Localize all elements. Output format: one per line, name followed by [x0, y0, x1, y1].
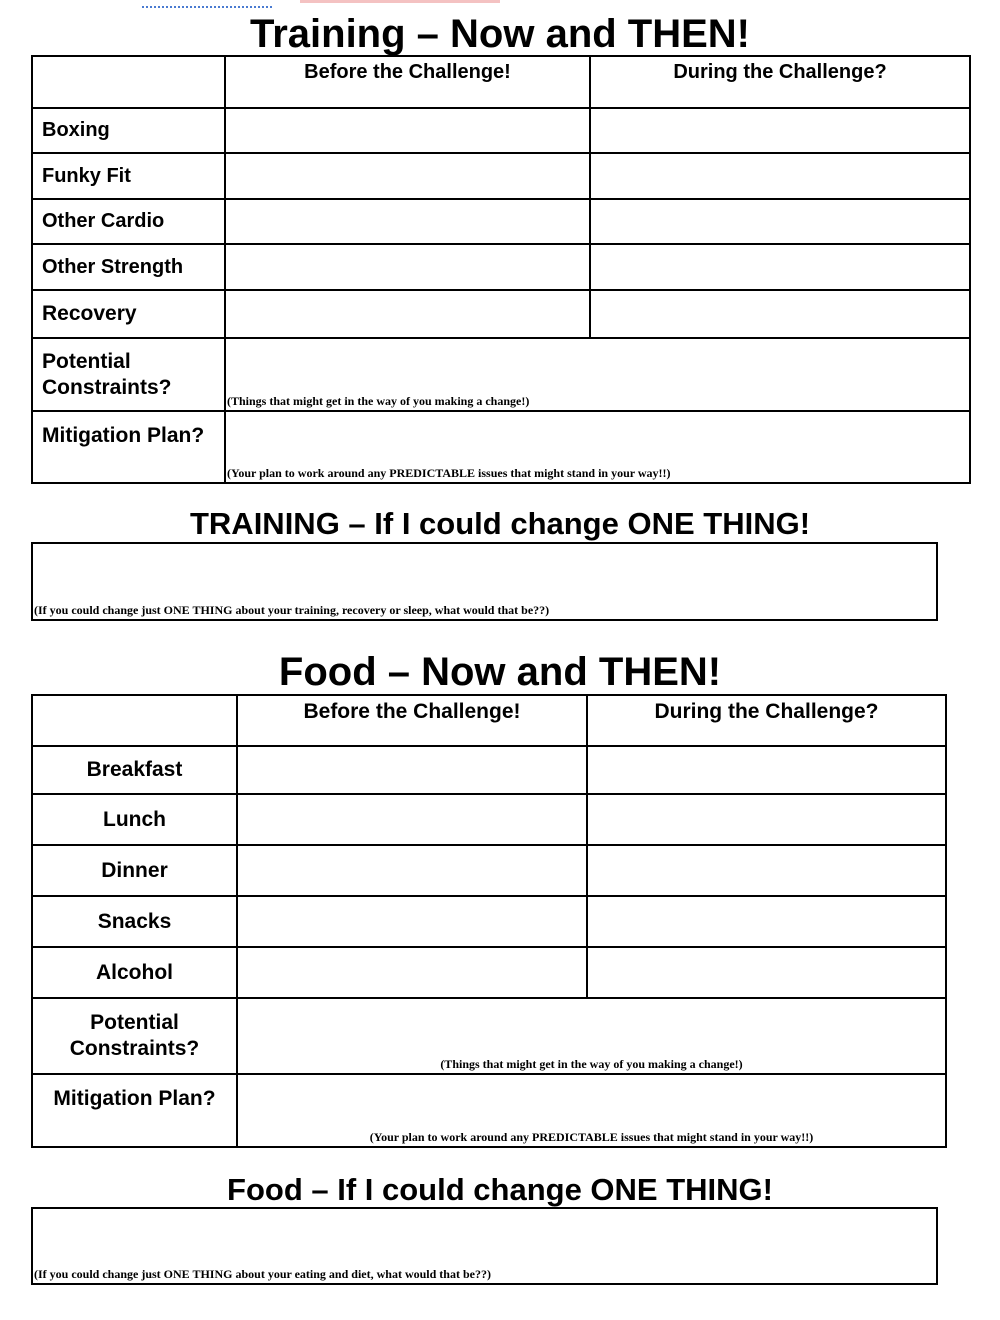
food-row-label: Alcohol [32, 947, 237, 998]
food-table [31, 694, 947, 1148]
clipped-top-text [142, 0, 272, 8]
food-title: Food – Now and THEN! [278, 650, 722, 694]
food-during-input[interactable] [587, 845, 946, 896]
food-row-label: Lunch [32, 794, 237, 845]
food-constraints-hint: (Things that might get in the way of you making a change!) [440, 1057, 743, 1071]
food-mitigation-label: Mitigation Plan? [32, 1074, 237, 1147]
food-during-input[interactable] [587, 896, 946, 947]
training-during-input[interactable] [590, 199, 970, 244]
food-one-thing-title: Food – If I could change ONE THING! [227, 1172, 773, 1207]
food-constraints-input[interactable] [237, 998, 946, 1074]
clipped-top-text-red [300, 0, 500, 3]
training-before-input[interactable] [225, 108, 590, 153]
training-one-thing-hint: (If you could change just ONE THING about your training, recovery or sleep, what would that be??) [34, 603, 550, 617]
training-row-label: Other Strength [32, 244, 225, 290]
training-before-input[interactable] [225, 199, 590, 244]
training-row-label: Boxing [32, 108, 225, 153]
training-during-input[interactable] [590, 290, 970, 338]
training-row-label: Other Cardio [32, 199, 225, 244]
training-col-during: During the Challenge? [590, 56, 970, 108]
food-col-before: Before the Challenge! [237, 695, 587, 746]
training-constraints-hint: (Things that might get in the way of you making a change!) [227, 394, 530, 408]
training-one-thing-input[interactable] [31, 542, 938, 621]
food-before-input[interactable] [237, 845, 587, 896]
training-col-before: Before the Challenge! [225, 56, 590, 108]
food-during-input[interactable] [587, 794, 946, 845]
training-row-label: Recovery [32, 290, 225, 338]
training-constraints-label: Potential Constraints? [32, 338, 225, 411]
food-one-thing-input[interactable] [31, 1207, 938, 1285]
food-during-input[interactable] [587, 947, 946, 998]
training-title: Training – Now and THEN! [249, 12, 751, 56]
training-mitigation-hint: (Your plan to work around any PREDICTABLE issues that might stand in your way!!) [227, 466, 671, 480]
training-mitigation-label: Mitigation Plan? [32, 411, 225, 483]
food-constraints-label: Potential Constraints? [32, 998, 237, 1074]
food-before-input[interactable] [237, 896, 587, 947]
food-row-label: Snacks [32, 896, 237, 947]
training-table [31, 55, 971, 484]
training-before-input[interactable] [225, 290, 590, 338]
training-during-input[interactable] [590, 153, 970, 199]
training-before-input[interactable] [225, 244, 590, 290]
food-corner-cell [32, 695, 237, 746]
training-during-input[interactable] [590, 244, 970, 290]
food-col-during: During the Challenge? [587, 695, 946, 746]
training-corner-cell [32, 56, 225, 108]
food-during-input[interactable] [587, 746, 946, 794]
training-row-label: Funky Fit [32, 153, 225, 199]
food-one-thing-hint: (If you could change just ONE THING about your eating and diet, what would that be??) [34, 1267, 491, 1281]
training-mitigation-input[interactable] [225, 411, 970, 483]
food-before-input[interactable] [237, 794, 587, 845]
food-mitigation-input[interactable] [237, 1074, 946, 1147]
training-one-thing-title: TRAINING – If I could change ONE THING! [189, 506, 811, 541]
food-before-input[interactable] [237, 746, 587, 794]
training-during-input[interactable] [590, 108, 970, 153]
food-before-input[interactable] [237, 947, 587, 998]
food-mitigation-hint: (Your plan to work around any PREDICTABLE issues that might stand in your way!!) [369, 1130, 814, 1144]
training-before-input[interactable] [225, 153, 590, 199]
training-constraints-input[interactable] [225, 338, 970, 411]
food-row-label: Breakfast [32, 746, 237, 794]
food-row-label: Dinner [32, 845, 237, 896]
